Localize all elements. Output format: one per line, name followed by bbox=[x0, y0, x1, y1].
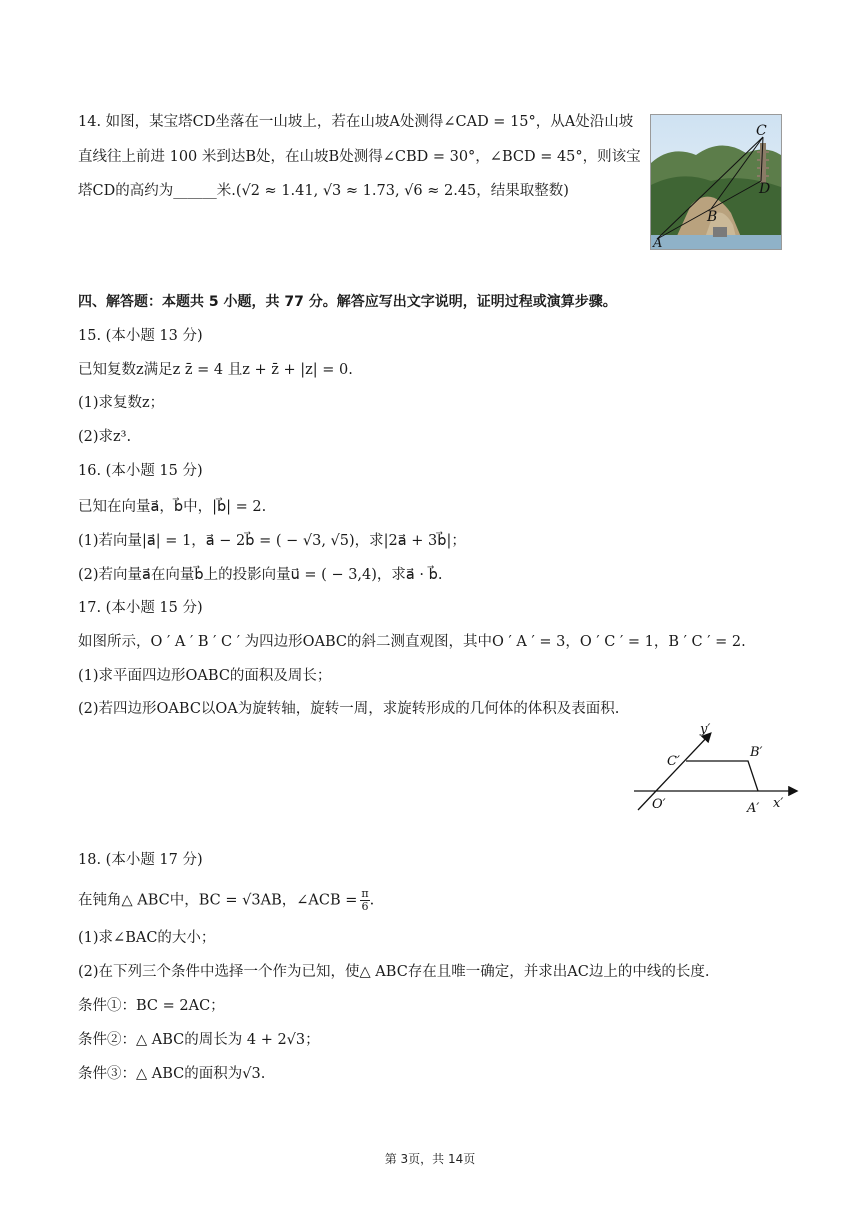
label-y-prime: y′ bbox=[700, 722, 711, 737]
pi-over-six-fraction bbox=[360, 888, 369, 913]
pagoda-photo bbox=[650, 114, 782, 250]
pagoda-photo-image bbox=[651, 115, 781, 249]
label-x-prime: x′ bbox=[773, 796, 784, 811]
q15-part-2: (2)求z³. bbox=[78, 429, 132, 445]
label-c-prime: C′ bbox=[667, 754, 680, 769]
q14-line-2: 直线往上前进 100 米到达B处，在山坡B处测得∠CBD = 30°，∠BCD = 45°，则该宝 bbox=[78, 149, 641, 165]
q16-heading: 16. (本小题 15 分) bbox=[78, 463, 203, 479]
q18-condition-2: 条件②：△ ABC的周长为 4 + 2√3； bbox=[78, 1032, 320, 1048]
q18-heading: 18. (本小题 17 分) bbox=[78, 852, 203, 868]
q18-stem bbox=[78, 888, 374, 913]
section-4-heading: 四、解答题：本题共 5 小题，共 77 分。解答应写出文字说明，证明过程或演算步骤。 bbox=[78, 294, 617, 310]
photo-label-b: B bbox=[707, 209, 718, 225]
q14-line-1: 14. 如图，某宝塔CD坐落在一山坡上，若在山坡A处测得∠CAD = 15°，从A处沿山坡 bbox=[78, 114, 634, 130]
oblique-view-diagram bbox=[628, 718, 810, 818]
q17-stem: 如图所示，O ′ A ′ B ′ C ′ 为四边形OABC的斜二测直观图，其中O ′ A ′ = 3，O ′ C ′ = 1，B ′ C ′ = 2. bbox=[78, 634, 746, 650]
q15-stem: 已知复数z满足z z̄ = 4 且z + z̄ + |z| = 0. bbox=[78, 362, 353, 378]
q18-stem-end: . bbox=[369, 892, 375, 909]
q18-condition-3: 条件③：△ ABC的面积为√3. bbox=[78, 1066, 266, 1082]
photo-label-c: C bbox=[756, 123, 767, 139]
q14-line-3: 塔CD的高约为______米.(√2 ≈ 1.41, √3 ≈ 1.73, √6 ≈ 2.45，结果取整数) bbox=[78, 183, 569, 199]
q16-part-2: (2)若向量a⃗在向量b⃗上的投影向量u⃗ = ( − 3,4)，求a⃗ · b⃗. bbox=[78, 567, 443, 583]
label-o-prime: O′ bbox=[652, 797, 666, 812]
fraction-numerator: π bbox=[361, 887, 369, 900]
quadrilateral-edges bbox=[686, 761, 758, 791]
q18-condition-1: 条件①：BC = 2AC； bbox=[78, 998, 225, 1014]
q17-heading: 17. (本小题 15 分) bbox=[78, 600, 203, 616]
q15-heading: 15. (本小题 13 分) bbox=[78, 328, 203, 344]
fraction-denominator: 6 bbox=[361, 900, 369, 913]
photo-label-a: A bbox=[653, 236, 663, 249]
page-number-footer: 第 3页，共 14页 bbox=[384, 1152, 476, 1166]
q18-part-2: (2)在下列三个条件中选择一个作为已知，使△ ABC存在且唯一确定，并求出AC边上的中线的长度. bbox=[78, 964, 710, 980]
y-axis bbox=[638, 734, 710, 810]
photo-label-d: D bbox=[759, 181, 771, 197]
label-a-prime: A′ bbox=[747, 801, 760, 816]
label-b-prime: B′ bbox=[750, 745, 763, 760]
q16-stem: 已知在向量a⃗，b⃗中，|b⃗| = 2. bbox=[78, 499, 267, 515]
q18-stem-text: 在钝角△ ABC中，BC = √3AB，∠ACB = bbox=[78, 892, 358, 909]
q17-part-2: (2)若四边形OABC以OA为旋转轴，旋转一周，求旋转形成的几何体的体积及表面积. bbox=[78, 701, 620, 717]
q17-part-1: (1)求平面四边形OABC的面积及周长； bbox=[78, 668, 332, 684]
q15-part-1: (1)求复数z； bbox=[78, 395, 165, 411]
q18-part-1: (1)求∠BAC的大小； bbox=[78, 930, 216, 946]
q16-part-1: (1)若向量|a⃗| = 1，a⃗ − 2b⃗ = ( − √3, √5)，求|2a⃗ + 3b⃗|； bbox=[78, 533, 466, 549]
